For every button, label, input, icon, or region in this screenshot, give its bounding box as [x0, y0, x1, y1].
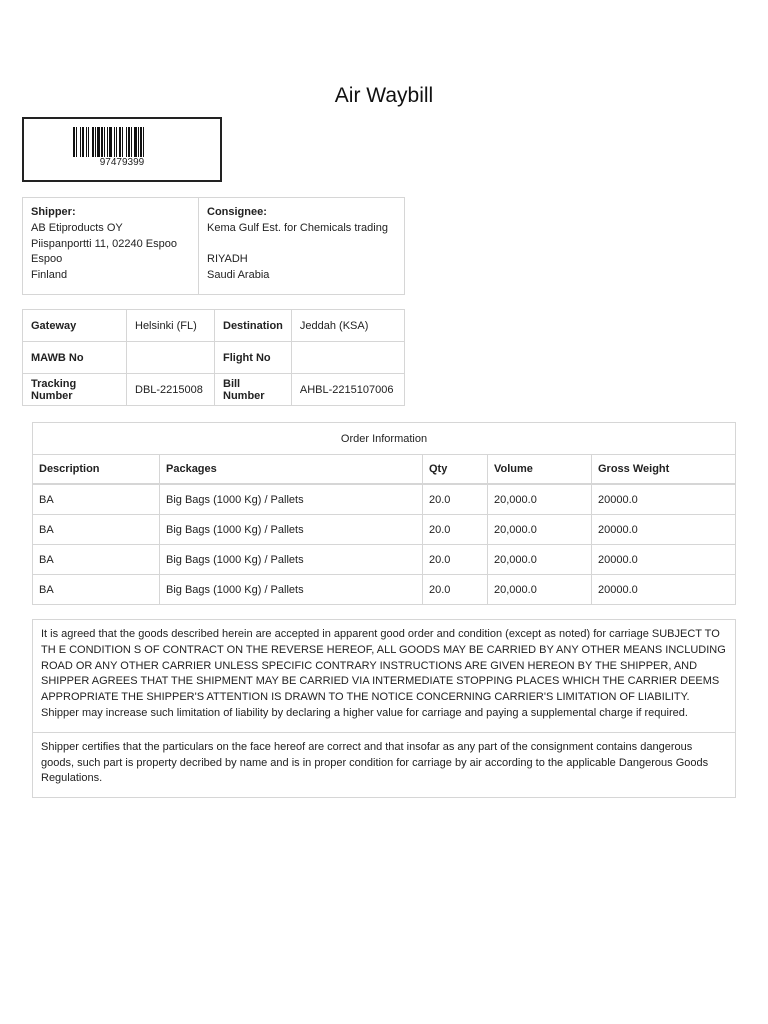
column-header-qty: Qty: [423, 455, 488, 485]
barcode-bar: [97, 127, 100, 157]
cell-description: BA: [33, 545, 160, 575]
cell-packages: Big Bags (1000 Kg) / Pallets: [160, 515, 423, 545]
column-header-gross-weight: Gross Weight: [592, 455, 736, 485]
barcode-bar: [107, 127, 108, 157]
cell-gross-weight: 20000.0: [592, 545, 736, 575]
order-table: [32, 422, 736, 605]
cell-gross-weight: 20000.0: [592, 575, 736, 605]
barcode-bar: [82, 127, 84, 157]
page-title: Air Waybill: [334, 84, 434, 107]
cell-description: BA: [33, 515, 160, 545]
cell-volume: 20,000.0: [488, 545, 592, 575]
column-header-description: Description: [33, 455, 160, 485]
consignee-city: RIYADH: [207, 253, 248, 266]
shipment-details-table: [22, 309, 405, 406]
barcode-bar: [76, 127, 77, 157]
bill-value: AHBL-2215107006: [291, 374, 404, 406]
barcode-bar: [80, 127, 81, 157]
flight-value: [291, 342, 404, 374]
consignee-label: Consignee:: [207, 206, 267, 218]
consignee-cell: [199, 198, 405, 295]
shipper-name: AB Etiproducts OY: [31, 221, 123, 234]
consignee-country: Saudi Arabia: [207, 269, 270, 282]
table-row: [33, 545, 736, 575]
barcode-bar: [86, 127, 87, 157]
barcode-bar: [92, 127, 94, 157]
tracking-label: Tracking Number: [23, 374, 127, 406]
bill-label: Bill Number: [215, 374, 292, 406]
cell-description: BA: [33, 575, 160, 605]
barcode-bar: [122, 127, 123, 157]
barcode-bar: [88, 127, 89, 157]
destination-value: Jeddah (KSA): [291, 310, 404, 342]
cell-qty: 20.0: [423, 484, 488, 515]
shipper-country: Finland: [31, 269, 68, 282]
shipper-city: Espoo: [31, 253, 63, 266]
destination-label: Destination: [215, 310, 292, 342]
shipper-cell: [23, 198, 199, 295]
barcode-bar: [131, 127, 132, 157]
barcode-bar: [126, 127, 127, 157]
barcode-bar: [134, 127, 137, 157]
barcode: [22, 117, 222, 182]
parties-table: [22, 197, 405, 295]
cell-volume: 20,000.0: [488, 484, 592, 515]
barcode-bar: [119, 127, 121, 157]
cell-packages: Big Bags (1000 Kg) / Pallets: [160, 484, 423, 515]
barcode-bar: [109, 127, 112, 157]
order-caption: Order Information: [33, 423, 736, 455]
cell-packages: Big Bags (1000 Kg) / Pallets: [160, 575, 423, 605]
consignee-name: Kema Gulf Est. for Chemicals trading: [207, 221, 388, 234]
shipper-label: Shipper:: [31, 206, 76, 218]
cell-qty: 20.0: [423, 515, 488, 545]
cell-volume: 20,000.0: [488, 575, 592, 605]
mawb-label: MAWB No: [23, 342, 127, 374]
barcode-bar: [101, 127, 103, 157]
cell-gross-weight: 20000.0: [592, 515, 736, 545]
barcode-number: 97479399: [99, 157, 145, 168]
barcode-bar: [114, 127, 115, 157]
cell-packages: Big Bags (1000 Kg) / Pallets: [160, 545, 423, 575]
cell-description: BA: [33, 484, 160, 515]
barcode-bar: [143, 127, 144, 157]
tracking-value: DBL-2215008: [127, 374, 215, 406]
column-header-volume: Volume: [488, 455, 592, 485]
cell-qty: 20.0: [423, 575, 488, 605]
consignee-address: [207, 237, 396, 253]
gateway-value: Helsinki (FL): [127, 310, 215, 342]
column-header-packages: Packages: [160, 455, 423, 485]
cell-gross-weight: 20000.0: [592, 484, 736, 515]
table-row: [33, 515, 736, 545]
carriage-terms: It is agreed that the goods described herein are accepted in apparent good order and condition (except as noted) for carriage SUBJECT TO TH E CONDITION S OF CONTRACT ON THE REVERSE HEREOF, ALL GOODS MAY BE CARRIED BY ANY OTHER MEANS INCLUDING ROAD OR ANY OTHER CARRIER UNLESS SPECIFIC CONTRARY INSTRUCTIONS ARE GIVEN HEREON BY THE SHIPPER, AND SHIPPER AGREES THAT THE SHIPMENT MAY BE CARRIED VIA INTERMEDIATE STOPPING PLACES WHICH THE CARRIER DEEMS APPROPRIATE THE SHIPPER'S ATTENTION IS DRAWN TO THE NOTICE CONCERNING CARRIER'S LIMITATION OF LIABILITY. Shipper may increase such limitation of liability by declaring a higher value for carriage and paying a supplemental charge if required.: [33, 620, 736, 733]
cell-volume: 20,000.0: [488, 515, 592, 545]
barcode-image: [73, 127, 173, 157]
barcode-bar: [140, 127, 142, 157]
barcode-bar: [95, 127, 96, 157]
cell-qty: 20.0: [423, 545, 488, 575]
table-row: [33, 575, 736, 605]
terms-table: [32, 619, 736, 798]
shipper-address: Piispanportti 11, 02240 Espoo: [31, 237, 177, 250]
flight-label: Flight No: [215, 342, 292, 374]
barcode-bar: [116, 127, 117, 157]
barcode-bar: [128, 127, 130, 157]
table-row: [33, 484, 736, 515]
barcode-bar: [104, 127, 105, 157]
gateway-label: Gateway: [23, 310, 127, 342]
barcode-bar: [138, 127, 139, 157]
barcode-bar: [73, 127, 75, 157]
mawb-value: [127, 342, 215, 374]
dangerous-goods-certification: Shipper certifies that the particulars on the face hereof are correct and that insofar as any part of the consignment contains dangerous goods, such part is property decribed by name and is in proper condition for carriage by air according to the applicable Dangerous Goods Regulations.: [33, 732, 736, 797]
